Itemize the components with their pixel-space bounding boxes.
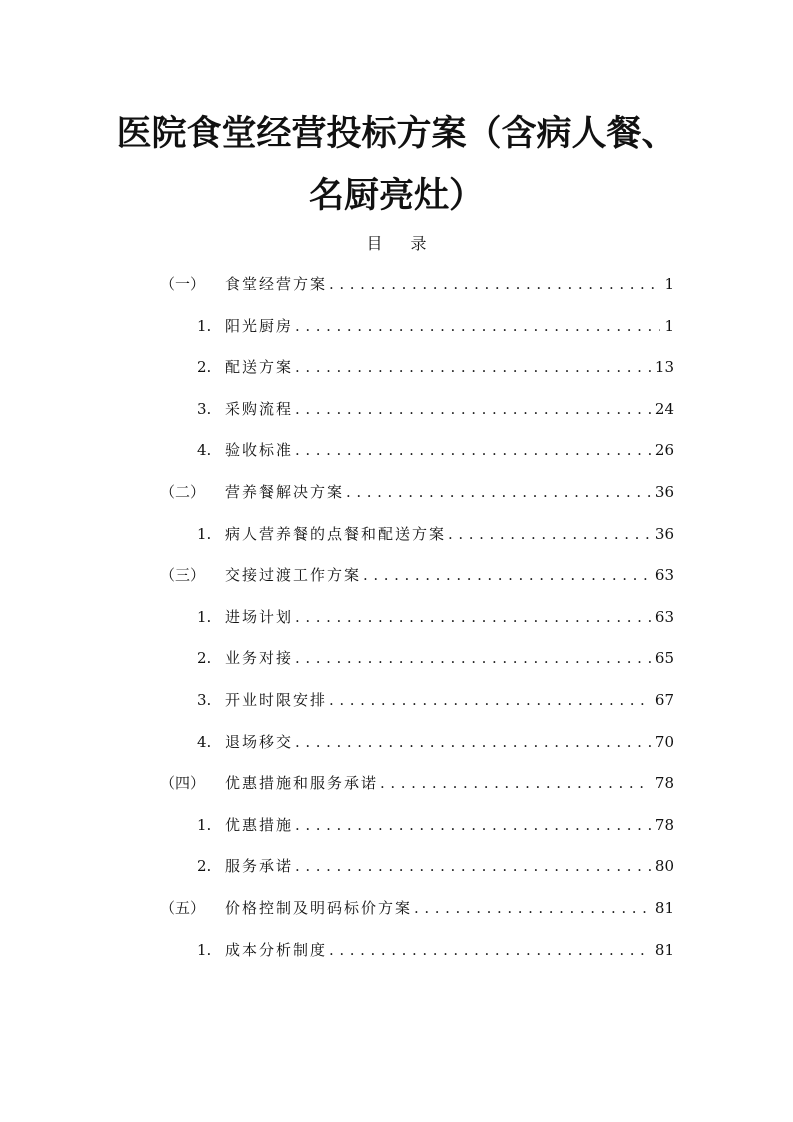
toc-dot-leader xyxy=(295,437,651,463)
toc-entry-title: 优惠措施和服务承诺 xyxy=(225,774,379,793)
toc-dot-leader xyxy=(329,687,651,713)
toc-entry-title: 价格控制及明码标价方案 xyxy=(225,898,413,917)
toc-entry-page: 1 xyxy=(664,275,674,293)
toc-entry-page: 26 xyxy=(654,441,674,460)
toc-entry-number: （四） xyxy=(160,774,206,793)
toc-entry-number: 1. xyxy=(197,524,212,543)
toc-entry[interactable] xyxy=(160,521,674,563)
toc-dot-leader xyxy=(448,521,651,547)
toc-entry-title: 成本分析制度 xyxy=(225,940,328,959)
toc-entry-number: （二） xyxy=(160,482,206,501)
toc-entry-number: 1. xyxy=(197,316,212,335)
toc-dot-leader xyxy=(295,729,651,755)
toc-entry-number: 4. xyxy=(197,441,212,460)
toc-entry-title: 进场计划 xyxy=(225,607,294,626)
toc-dot-leader xyxy=(380,770,651,796)
toc-entry[interactable] xyxy=(160,853,674,895)
toc-entry[interactable] xyxy=(160,562,674,604)
toc-entry-title: 交接过渡工作方案 xyxy=(225,566,362,585)
toc-entry-page: 36 xyxy=(654,482,674,501)
toc-entry-number: 1. xyxy=(197,607,212,626)
table-of-contents xyxy=(160,271,674,978)
toc-entry-page: 24 xyxy=(654,399,674,418)
toc-entry-number: 2. xyxy=(197,649,212,668)
toc-entry[interactable] xyxy=(160,354,674,396)
toc-entry[interactable] xyxy=(160,396,674,438)
toc-entry[interactable] xyxy=(160,437,674,479)
toc-entry-title: 采购流程 xyxy=(225,399,294,418)
toc-dot-leader xyxy=(346,479,651,505)
document-title-line-1: 医院食堂经营投标方案（含病人餐、 xyxy=(116,114,677,154)
toc-entry[interactable] xyxy=(160,812,674,854)
toc-entry-page: 80 xyxy=(654,857,674,876)
toc-dot-leader xyxy=(295,354,651,380)
toc-entry-title: 退场移交 xyxy=(225,732,294,751)
toc-entry-number: 1. xyxy=(197,940,212,959)
toc-entry[interactable] xyxy=(160,604,674,646)
toc-entry-title: 病人营养餐的点餐和配送方案 xyxy=(225,524,447,543)
toc-entry-page: 81 xyxy=(654,898,674,917)
toc-entry[interactable] xyxy=(160,729,674,771)
document-title-line-2: 名厨亮灶） xyxy=(308,176,484,216)
toc-entry[interactable] xyxy=(160,687,674,729)
toc-entry[interactable] xyxy=(160,645,674,687)
toc-dot-leader xyxy=(295,313,660,339)
toc-dot-leader xyxy=(295,604,651,630)
toc-dot-leader xyxy=(295,853,651,879)
toc-entry[interactable] xyxy=(160,937,674,979)
toc-entry[interactable] xyxy=(160,479,674,521)
toc-entry-number: 3. xyxy=(197,399,212,418)
toc-entry-number: （五） xyxy=(160,898,206,917)
toc-entry-page: 65 xyxy=(654,649,674,668)
toc-entry[interactable] xyxy=(160,313,674,355)
toc-entry-page: 63 xyxy=(654,607,674,626)
toc-entry[interactable] xyxy=(160,895,674,937)
toc-entry-page: 78 xyxy=(654,815,674,834)
toc-entry-page: 36 xyxy=(654,524,674,543)
toc-dot-leader xyxy=(295,812,651,838)
toc-entry-page: 67 xyxy=(654,690,674,709)
toc-dot-leader xyxy=(329,271,660,297)
toc-entry-title: 阳光厨房 xyxy=(225,316,294,335)
toc-entry-page: 70 xyxy=(654,732,674,751)
toc-entry-title: 业务对接 xyxy=(225,649,294,668)
toc-entry-number: （一） xyxy=(160,275,206,293)
toc-heading: 目录 xyxy=(366,234,455,253)
toc-entry[interactable] xyxy=(160,271,674,313)
toc-entry-title: 营养餐解决方案 xyxy=(225,482,345,501)
toc-entry-number: 1. xyxy=(197,815,212,834)
toc-dot-leader xyxy=(295,645,651,671)
toc-entry-page: 13 xyxy=(654,358,674,377)
toc-entry-page: 78 xyxy=(654,774,674,793)
toc-entry-title: 验收标准 xyxy=(225,441,294,460)
toc-entry-title: 配送方案 xyxy=(225,358,294,377)
toc-entry-title: 优惠措施 xyxy=(225,815,294,834)
toc-entry-title: 食堂经营方案 xyxy=(225,275,328,293)
toc-entry-number: （三） xyxy=(160,566,206,585)
toc-entry-page: 81 xyxy=(654,940,674,959)
toc-entry[interactable] xyxy=(160,770,674,812)
toc-entry-title: 服务承诺 xyxy=(225,857,294,876)
toc-entry-page: 63 xyxy=(654,566,674,585)
toc-dot-leader xyxy=(414,895,651,921)
toc-entry-number: 2. xyxy=(197,857,212,876)
toc-dot-leader xyxy=(329,937,651,963)
toc-entry-number: 3. xyxy=(197,690,212,709)
toc-entry-title: 开业时限安排 xyxy=(225,690,328,709)
toc-entry-number: 2. xyxy=(197,358,212,377)
toc-dot-leader xyxy=(363,562,651,588)
toc-dot-leader xyxy=(295,396,651,422)
toc-entry-page: 1 xyxy=(664,316,674,335)
toc-entry-number: 4. xyxy=(197,732,212,751)
